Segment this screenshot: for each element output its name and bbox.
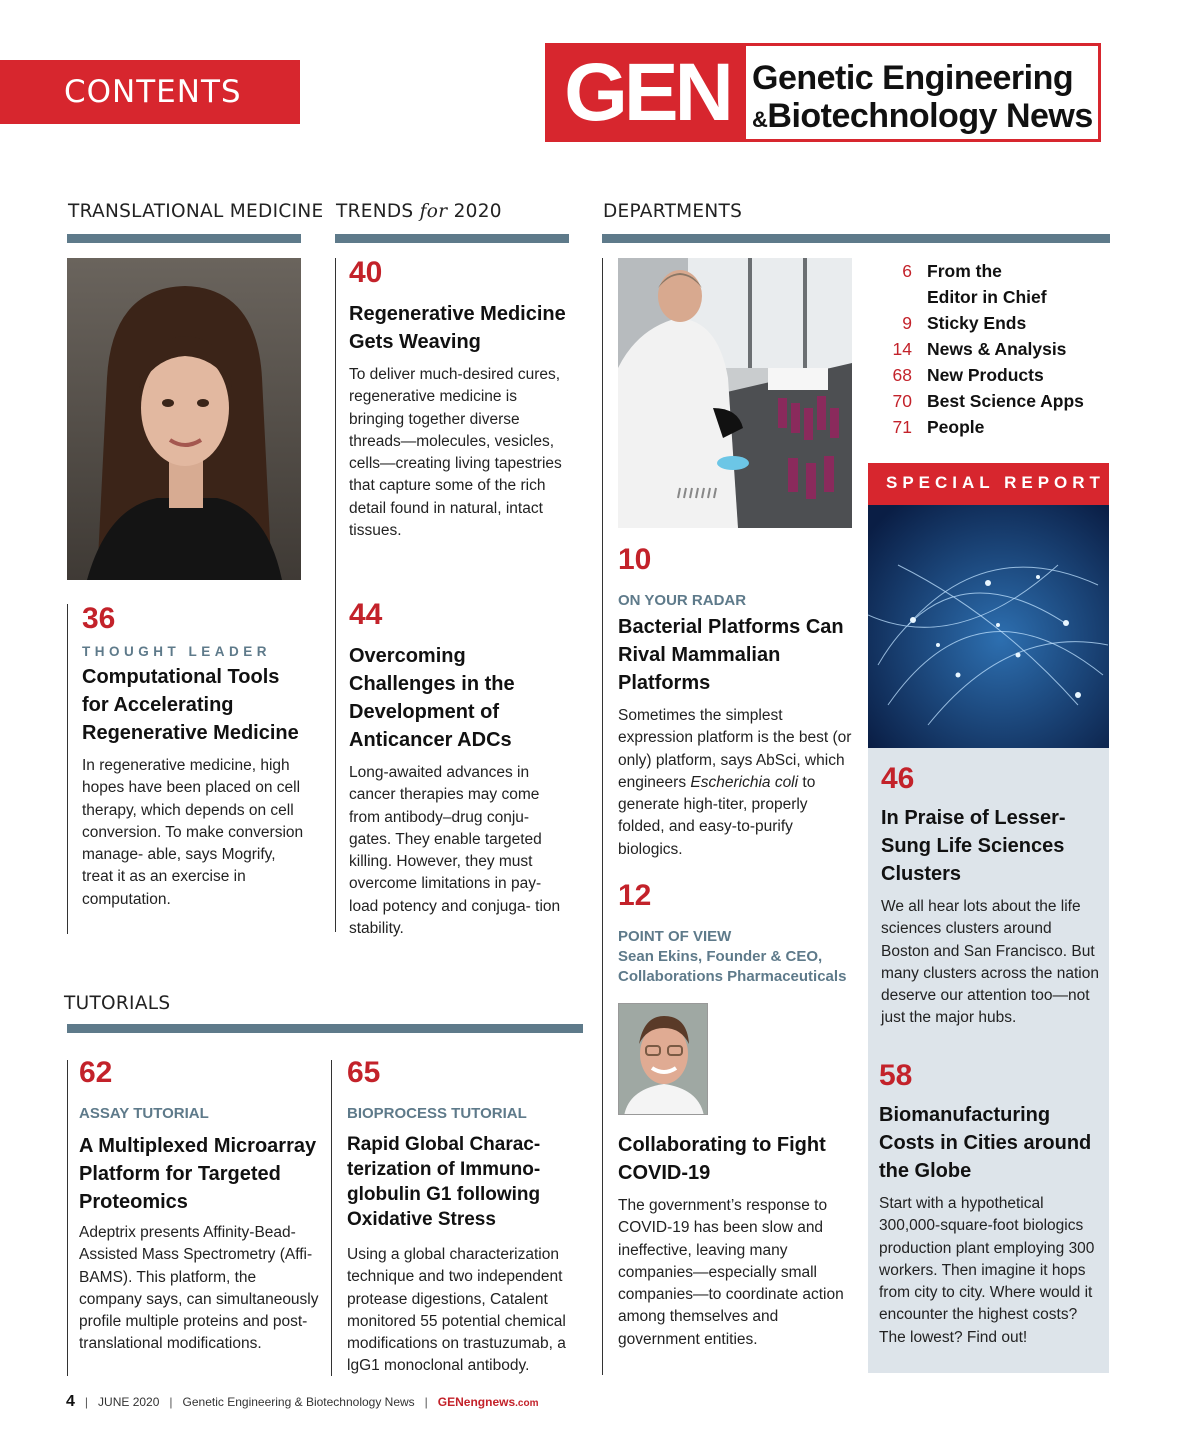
dept-item[interactable] <box>880 336 1110 362</box>
article-44[interactable] <box>349 598 571 940</box>
article-12-body[interactable] <box>618 1131 852 1351</box>
section-rule-translational <box>67 234 301 243</box>
footer-url-main: GENengnews <box>437 1395 516 1409</box>
article-kicker: THOUGHT LEADER <box>82 644 271 659</box>
dept-item[interactable] <box>880 388 1110 414</box>
article-summary: Start with a hypothetical 300,000-square-foot biologics production plant employing 300 workers. Then imagine it hops from city to city. Where would it encounter the highest costs? The lowest? Find out! <box>879 1195 1095 1346</box>
section-head-translational: TRANSLATIONAL MEDICINE <box>68 201 324 222</box>
dept-page: 9 <box>902 313 912 333</box>
dept-page: 71 <box>892 417 912 437</box>
page-number: 10 <box>618 543 652 576</box>
summary-text: to generate high-titer, properly folded, and easy-to-purify biologics. <box>618 773 816 858</box>
article-12[interactable] <box>618 879 858 987</box>
column-divider <box>67 604 68 934</box>
article-title: A Multiplexed Microarray Platform for Targeted Proteomics <box>79 1135 317 1213</box>
article-summary: Adeptrix presents Affinity-Bead-Assisted Mass Spectrometry (Affi-BAMS). This platform, the company says, can simultaneously profile multiple proteins and post-translational modifications. <box>79 1224 319 1353</box>
dept-label: Best Science Apps <box>927 391 1084 411</box>
section-rule-tutorials <box>67 1024 583 1033</box>
page-number: 62 <box>79 1056 113 1089</box>
dept-page: 68 <box>892 365 912 385</box>
article-kicker: BIOPROCESS TUTORIAL <box>347 1105 527 1122</box>
logo-line-2: Biotechnology News <box>767 97 1093 135</box>
logo-line-1: Genetic Engineering <box>752 59 1074 97</box>
article-36[interactable] <box>82 602 304 911</box>
page-footer <box>66 1393 539 1411</box>
article-65[interactable] <box>347 1056 572 1378</box>
gen-logo-mark: GEN <box>548 46 746 139</box>
dept-item[interactable] <box>880 284 1110 310</box>
contents-banner <box>0 60 300 124</box>
dept-page: 70 <box>892 391 912 411</box>
page-number: 46 <box>881 762 915 795</box>
trends-pre: TRENDS <box>336 201 420 222</box>
column-divider <box>67 1060 68 1376</box>
footer-url-tld: .com <box>515 1398 539 1409</box>
sean-ekins-portrait[interactable] <box>618 1003 708 1115</box>
dept-item[interactable] <box>880 414 1110 440</box>
article-summary: Using a global characterization technique and two independent protease digestions, Catalent monitored 55 potential chemical modifications on trastuzumab, a lgG1 monoclonal antibody. <box>347 1246 566 1375</box>
article-10[interactable] <box>618 543 852 861</box>
section-rule-trends <box>335 234 569 243</box>
dept-label: From the <box>927 261 1002 281</box>
article-summary: The government’s response to COVID-19 has been slow and ineffective, leaving many companies—especially small companies—to coordinate action among themselves and government entities. <box>618 1197 844 1348</box>
article-title: In Praise of Lesser-Sung Life Sciences Clusters <box>881 807 1066 885</box>
article-58[interactable] <box>879 1059 1101 1349</box>
dept-page <box>880 284 912 310</box>
article-byline: Sean Ekins, Founder & CEO, Collaborations Pharmaceuticals <box>618 948 847 985</box>
special-report-label: SPECIAL REPORT <box>886 473 1105 492</box>
article-title: Rapid Global Charac- terization of Immuno- globulin G1 following Oxidative Stress <box>347 1134 541 1230</box>
gen-logo[interactable] <box>545 43 1101 142</box>
contents-label: CONTENTS <box>64 74 242 110</box>
footer-website-link[interactable] <box>438 1395 539 1409</box>
trends-year: 2020 <box>447 201 502 222</box>
logo-ampersand: & <box>752 107 768 132</box>
dept-item[interactable] <box>880 362 1110 388</box>
article-summary: Long-awaited advances in cancer therapies may come from antibody–drug conju- gates. They enable targeted killing. However, they must overcome limitations in pay- load potency and conjuga- tion stability. <box>349 764 561 938</box>
dept-label: Editor in Chief <box>927 287 1047 307</box>
article-summary: To deliver much-desired cures, regenerative medicine is bringing together diverse threads—molecules, vesicles, cells—creating living tapestries that capture some of the rich detail found in natural, intact tissues. <box>349 366 562 540</box>
page-number: 12 <box>618 879 652 912</box>
page-number: 40 <box>349 256 383 289</box>
article-summary <box>618 705 852 861</box>
footer-separator: | <box>84 1395 89 1409</box>
section-head-departments: DEPARTMENTS <box>603 201 743 222</box>
article-title: Bacterial Platforms Can Rival Mammalian Platforms <box>618 616 844 694</box>
article-kicker: ASSAY TUTORIAL <box>79 1105 209 1122</box>
dept-label: People <box>927 417 985 437</box>
footer-issue: JUNE 2020 <box>98 1395 160 1409</box>
article-kicker: POINT OF VIEW <box>618 928 732 945</box>
dept-label: News & Analysis <box>927 339 1067 359</box>
dept-item[interactable] <box>880 310 1110 336</box>
page-number: 36 <box>82 602 116 635</box>
column-divider <box>335 258 336 932</box>
article-title: Overcoming Challenges in the Development of Anticancer ADCs <box>349 645 515 751</box>
thought-leader-portrait[interactable] <box>67 258 301 580</box>
section-head-tutorials: TUTORIALS <box>64 993 171 1014</box>
footer-page-number: 4 <box>66 1393 75 1410</box>
article-40[interactable] <box>349 256 571 542</box>
dept-label: New Products <box>927 365 1044 385</box>
article-title: Biomanufacturing Costs in Cities around the Globe <box>879 1104 1092 1182</box>
page-number: 65 <box>347 1056 381 1089</box>
page-number: 44 <box>349 598 383 631</box>
dept-page: 14 <box>892 339 912 359</box>
footer-publication: Genetic Engineering & Biotechnology News <box>182 1395 415 1409</box>
special-report-banner <box>868 463 1109 505</box>
article-summary: We all hear lots about the life sciences clusters around Boston and San Francisco. But many clusters across the nation deserve our attention too—not just the major hubs. <box>881 898 1099 1027</box>
summary-species: Escherichia coli <box>690 773 799 791</box>
article-title: Regenerative Medicine Gets Weaving <box>349 303 566 353</box>
page-number: 58 <box>879 1059 913 1092</box>
article-summary: In regenerative medicine, high hopes have been placed on cell therapy, which depends on cell conversion. To make conversion manage- able, says Mogrify, treat it as an exercise in computation. <box>82 757 304 908</box>
section-rule-departments <box>602 234 1110 243</box>
footer-separator: | <box>169 1395 173 1409</box>
column-divider <box>331 1060 332 1376</box>
column-divider <box>602 258 603 1375</box>
article-title: Computational Tools for Accelerating Regenerative Medicine <box>82 666 299 744</box>
dept-item[interactable] <box>880 258 1110 284</box>
section-head-trends <box>336 201 502 222</box>
article-title: Collaborating to Fight COVID-19 <box>618 1134 826 1184</box>
departments-list <box>880 258 1110 440</box>
trends-for: for <box>419 201 448 222</box>
lab-scientist-photo[interactable] <box>618 258 852 528</box>
dept-label: Sticky Ends <box>927 313 1027 333</box>
dept-page: 6 <box>902 261 912 281</box>
global-network-image[interactable] <box>868 505 1109 748</box>
gen-logo-wordmark <box>746 46 1093 139</box>
footer-separator: | <box>424 1395 428 1409</box>
article-46[interactable] <box>881 762 1103 1030</box>
article-kicker: ON YOUR RADAR <box>618 592 747 609</box>
article-62[interactable] <box>79 1056 319 1356</box>
summary-text: Sometimes the simplest expression platform is the best (or only) platform, says AbSci, which engineers <box>618 707 852 791</box>
